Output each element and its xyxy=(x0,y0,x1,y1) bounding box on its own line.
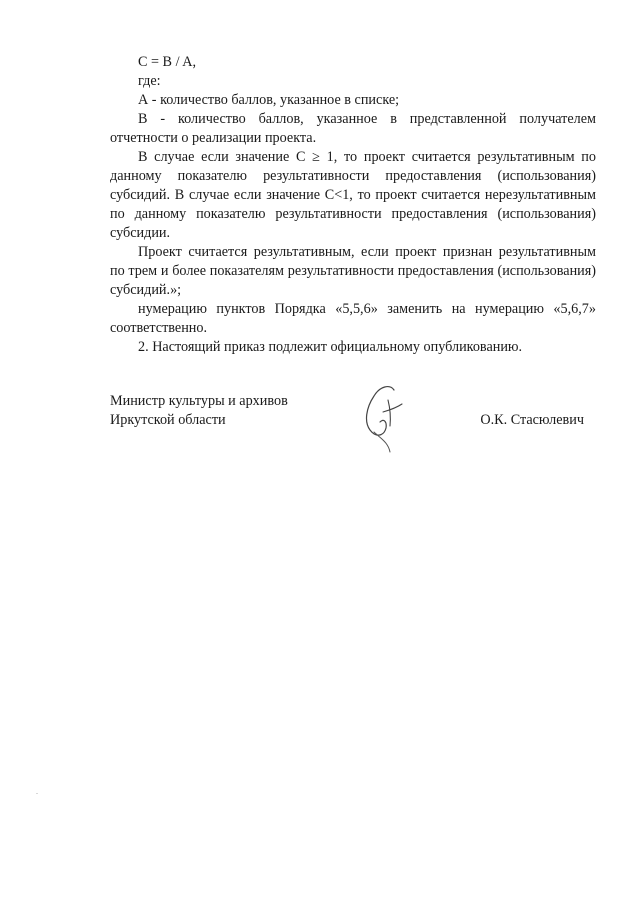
document-body xyxy=(110,53,596,357)
paragraph-result-condition: В случае если значение С ≥ 1, то проект считается результативным по данному показателю результативности предоставления (использования) субсидий. В случае если значение С<1, то проект считается нерезультативным по данному показателю результативности предоставления (использования) субсидии. xyxy=(110,149,596,241)
paragraph-result-rule: Проект считается результативным, если проект признан результативным по трем и более показателям результативности предоставления (использования) субсидий.»; xyxy=(110,244,596,298)
paragraph-numbering: нумерацию пунктов Порядка «5,5,6» заменить на нумерацию «5,6,7» соответственно. xyxy=(110,301,596,336)
signatory-title-line: Министр культуры и архивов xyxy=(110,393,288,409)
signatory-name: О.К. Стасюлевич xyxy=(480,412,584,428)
signature-block xyxy=(110,392,596,472)
scan-speck xyxy=(36,793,38,794)
formula-line: C = B / A, xyxy=(138,54,197,70)
signatory-title xyxy=(110,392,288,430)
paragraph-publication: 2. Настоящий приказ подлежит официальному опубликованию. xyxy=(138,339,523,355)
definition-a: А - количество баллов, указанное в списке; xyxy=(138,92,400,108)
handwritten-signature xyxy=(350,382,420,462)
definition-b: В - количество баллов, указанное в представленной получателем отчетности о реализации проекта. xyxy=(110,111,596,146)
where-label: где: xyxy=(138,73,161,89)
signatory-title-line: Иркутской области xyxy=(110,412,226,428)
